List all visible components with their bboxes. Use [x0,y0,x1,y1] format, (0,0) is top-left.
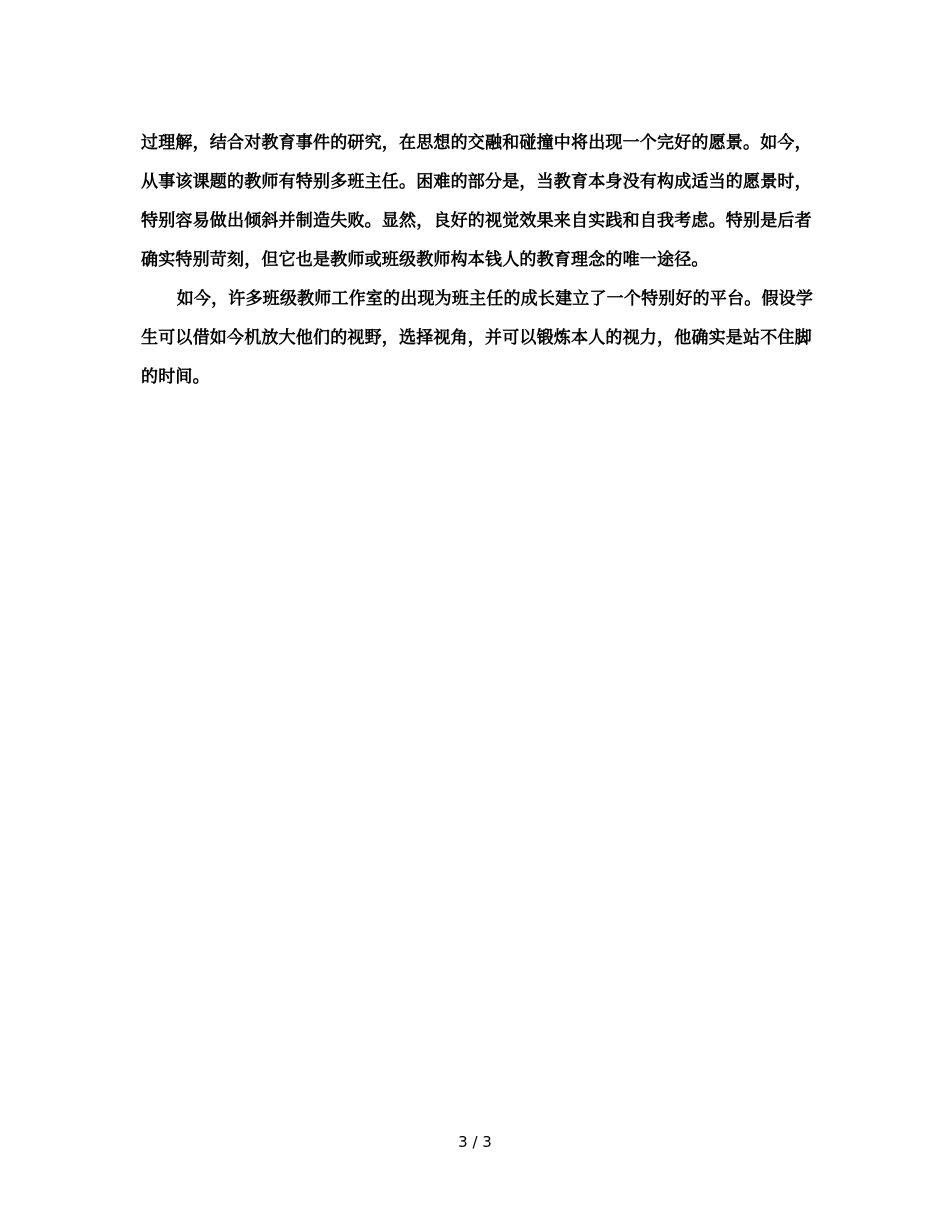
paragraph: 如今，许多班级教师工作室的出现为班主任的成长建立了一个特别好的平台。假设学生可以借如今机放大他们的视野，选择视角，并可以锻炼本人的视力，他确实是站不住脚的时间。 [141,289,814,387]
paragraph-continued: 过理解，结合对教育事件的研究，在思想的交融和碰撞中将出现一个完好的愿景。如今，从事该课题的教师有特别多班主任。困难的部分是，当教育本身没有构成适当的愿景时，特别容易做出倾斜并制造失败。显然，良好的视觉效果来自实践和自我考虑。特别是后者确实特别苛刻，但它也是教师或班级教师构本钱人的教育理念的唯一途径。 [141,133,812,270]
page-number: 3 / 3 [458,1133,492,1151]
document-body [141,124,821,397]
